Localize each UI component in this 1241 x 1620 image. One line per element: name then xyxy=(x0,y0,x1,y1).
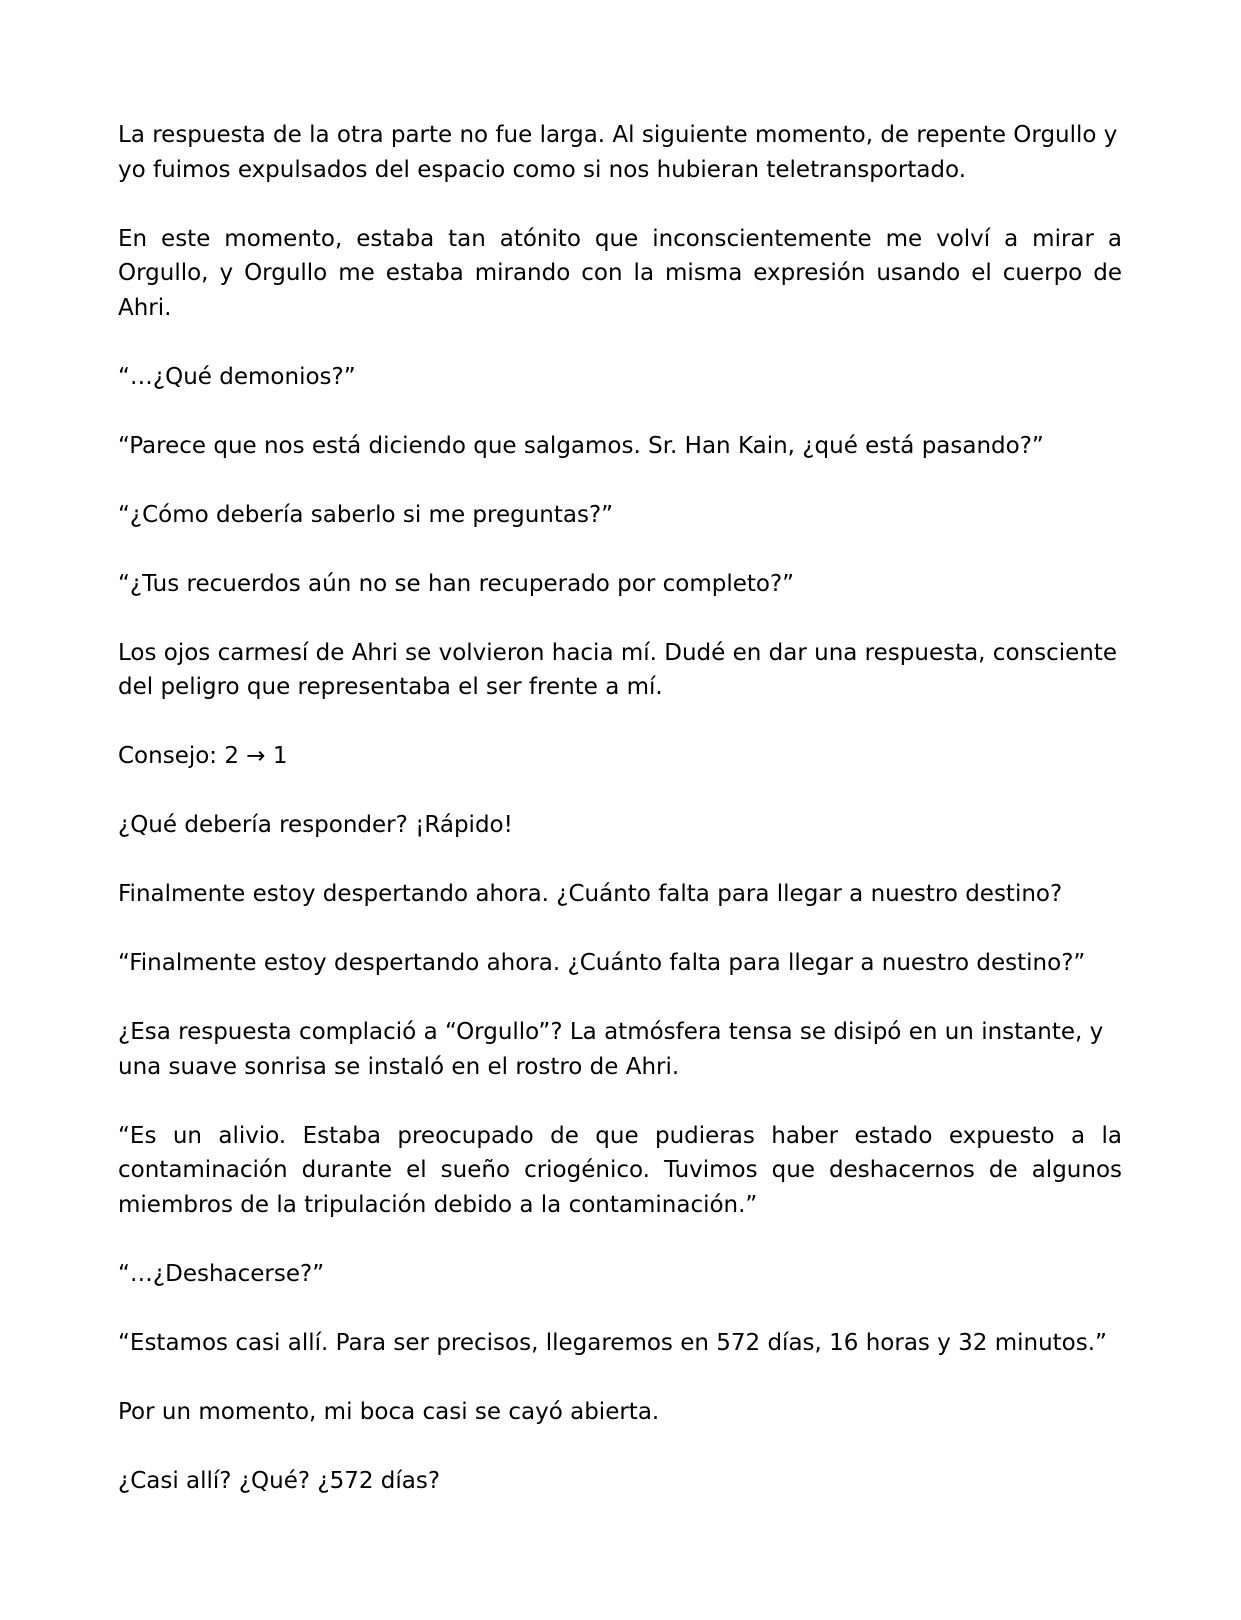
paragraph: “Estamos casi allí. Para ser precisos, llegaremos en 572 días, 16 horas y 32 minutos.” xyxy=(118,1329,1107,1356)
paragraph: “Es un alivio. Estaba preocupado de que pudieras haber estado expuesto a la contaminación durante el sueño criogénico. Tuvimos que deshacernos de algunos miembros de la tripulación debido a la contaminación.” xyxy=(118,1122,1122,1218)
paragraph: “Finalmente estoy despertando ahora. ¿Cuánto falta para llegar a nuestro destino?” xyxy=(118,950,1086,976)
paragraph: La respuesta de la otra parte no fue larga. Al siguiente momento, de repente Orgullo y yo fuimos expulsados del espacio como si nos hubieran teletransportado. xyxy=(118,122,1118,183)
paragraph: “…¿Deshacerse?” xyxy=(118,1260,325,1287)
paragraph: Por un momento, mi boca casi se cayó abierta. xyxy=(118,1398,660,1425)
document-body xyxy=(118,118,1122,1533)
paragraph: “…¿Qué demonios?” xyxy=(118,363,356,390)
paragraph: “¿Cómo debería saberlo si me preguntas?” xyxy=(118,501,614,528)
paragraph: Consejo: 2 → 1 xyxy=(118,743,288,769)
paragraph: En este momento, estaba tan atónito que inconscientemente me volví a mirar a Orgullo, y Orgullo me estaba mirando con la misma expresión usando el cuerpo de Ahri. xyxy=(118,225,1122,321)
paragraph: “¿Tus recuerdos aún no se han recuperado por completo?” xyxy=(118,570,795,597)
paragraph: ¿Esa respuesta complació a “Orgullo”? La atmósfera tensa se disipó en un instante, y una suave sonrisa se instaló en el rostro de Ahri. xyxy=(118,1019,1104,1080)
paragraph: Finalmente estoy despertando ahora. ¿Cuánto falta para llegar a nuestro destino? xyxy=(118,881,1063,907)
paragraph: Los ojos carmesí de Ahri se volvieron hacia mí. Dudé en dar una respuesta, consciente del peligro que representaba el ser frente a mí. xyxy=(118,639,1118,700)
paragraph: “Parece que nos está diciendo que salgamos. Sr. Han Kain, ¿qué está pasando?” xyxy=(118,432,1044,459)
paragraph: ¿Casi allí? ¿Qué? ¿572 días? xyxy=(118,1467,441,1494)
paragraph: ¿Qué debería responder? ¡Rápido! xyxy=(118,812,513,838)
